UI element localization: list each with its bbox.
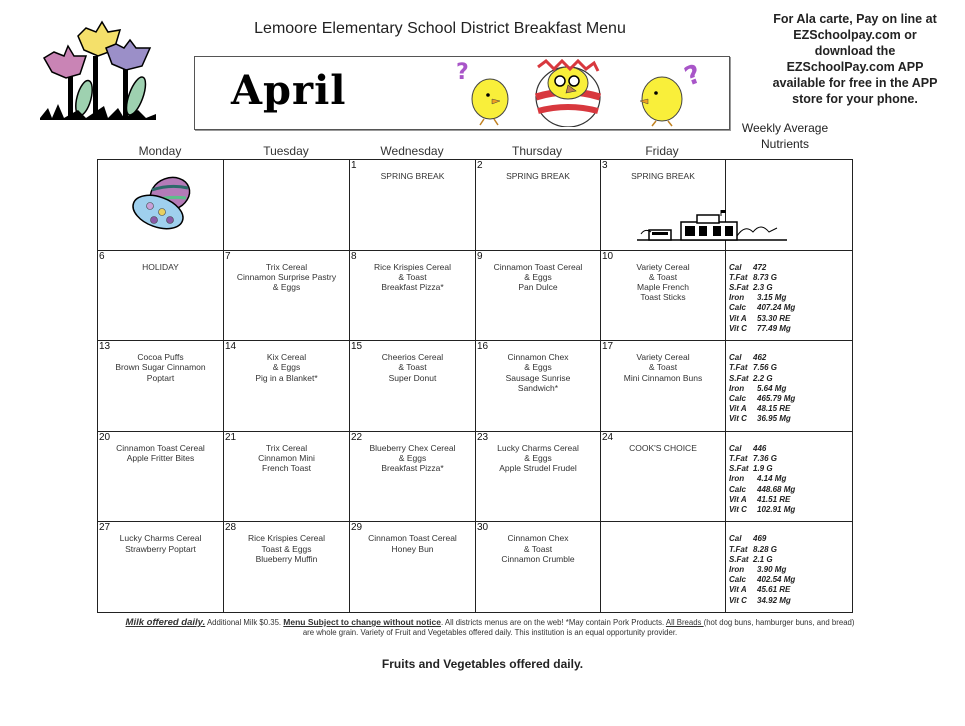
menu-items: [224, 160, 349, 171]
menu-item: & Eggs: [398, 453, 427, 464]
menu-item: Blueberry Chex Cereal: [369, 442, 456, 453]
nutrient-row: [729, 444, 852, 454]
menu-item: French Toast: [262, 463, 311, 474]
nutrient-row: [729, 404, 852, 414]
nutrient-value: 469: [753, 534, 767, 544]
menu-item: SPRING BREAK: [506, 171, 570, 181]
menu-item: Blueberry Muffin: [255, 553, 318, 564]
nutrient-row: [729, 273, 852, 283]
nutrient-value: 472: [753, 262, 767, 272]
day-header-wednesday: Wednesday: [380, 144, 444, 158]
menu-item: Rice Krispies Cereal: [248, 533, 325, 544]
nutrient-row: [729, 454, 852, 464]
month-banner: [194, 56, 730, 130]
nutrient-row: [729, 474, 852, 484]
menu-items: [350, 432, 475, 474]
nutrient-label: Cal: [729, 262, 742, 272]
menu-items: [224, 341, 349, 383]
footnote: [120, 617, 860, 638]
day-cell-tuesday: [224, 522, 350, 613]
menu-items: [350, 251, 475, 293]
weekly-nutrients-cell: [726, 431, 853, 522]
menu-item: Cinnamon Toast Cereal: [368, 533, 457, 544]
menu-item: Honey Bun: [391, 543, 434, 554]
nutrient-label: Vit C: [729, 414, 747, 424]
day-header-tuesday: Tuesday: [263, 144, 309, 158]
nutrient-value: 1.9 G: [753, 464, 773, 474]
nutrient-label: S.Fat: [729, 554, 749, 564]
nutrient-row: [729, 374, 852, 384]
nutrient-label: Vit A: [729, 313, 747, 323]
day-header-monday: Monday: [138, 144, 182, 158]
week-row: [98, 160, 853, 251]
menu-item: Toast & Eggs: [261, 543, 312, 554]
menu-item: & Eggs: [524, 453, 552, 464]
weekly-nutrients-cell: [726, 341, 853, 432]
nutrients-list: [726, 251, 852, 334]
nutrient-value: 8.73 G: [753, 272, 778, 282]
nutrient-row: [729, 495, 852, 505]
menu-item: Variety Cereal: [636, 261, 690, 272]
menu-item: Cinnamon Chex: [507, 533, 569, 544]
nutrient-row: [729, 303, 852, 313]
day-number: 9: [477, 250, 483, 262]
nutrient-label: Calc: [729, 484, 746, 494]
menu-item: Brown Sugar Cinnamon: [115, 362, 206, 373]
payment-line: For Ala carte, Pay on line at: [773, 12, 937, 26]
nutrient-row: [729, 464, 852, 474]
day-number: 30: [477, 522, 489, 534]
page-title: Lemoore Elementary School District Breakfast Menu: [254, 20, 626, 37]
nutrient-label: Vit C: [729, 595, 747, 605]
menu-item: Breakfast Pizza*: [381, 282, 444, 293]
day-number: 27: [99, 522, 111, 534]
day-number: 6: [99, 250, 105, 262]
menu-item: & Eggs: [524, 362, 552, 373]
nutrient-label: Calc: [729, 303, 746, 313]
nutrient-row: [729, 324, 852, 334]
subject-change-note: Menu Subject to change without notice: [283, 617, 441, 627]
menu-item: Breakfast Pizza*: [381, 463, 444, 474]
nutrient-label: Vit C: [729, 505, 747, 514]
week-row: [98, 431, 853, 522]
nutrient-label: T.Fat: [729, 453, 748, 463]
menu-item: Apple Fritter Bites: [126, 453, 195, 464]
nutrient-value: 448.68 Mg: [757, 484, 796, 494]
day-cell-monday: [98, 522, 224, 613]
nutrient-label: S.Fat: [729, 373, 749, 383]
day-number: 22: [351, 431, 363, 443]
nutrient-row: [729, 363, 852, 373]
weekly-nutrients-heading: [730, 120, 840, 152]
day-number: 10: [602, 250, 614, 262]
day-cell-wednesday: [350, 431, 476, 522]
day-cell-monday: [98, 250, 224, 341]
menu-items: [98, 341, 223, 383]
menu-items: [476, 341, 600, 393]
day-number: 17: [602, 341, 614, 353]
menu-item: Cinnamon Crumble: [501, 553, 575, 564]
menu-items: [476, 522, 600, 564]
week-row: [98, 250, 853, 341]
nutrient-row: [729, 485, 852, 495]
nutrient-value: 4.14 Mg: [757, 474, 787, 484]
nutrient-label: Vit C: [729, 323, 747, 333]
day-header-thursday: Thursday: [511, 144, 563, 158]
nutrient-value: 446: [753, 443, 767, 453]
nutrient-row: [729, 596, 852, 606]
day-cell-thursday: [476, 160, 601, 251]
day-number: 8: [351, 250, 357, 262]
menu-item: Cinnamon Toast Cereal: [493, 261, 583, 272]
nutrient-label: Vit A: [729, 404, 747, 414]
nutrient-label: Cal: [729, 534, 742, 544]
nutrient-row: [729, 534, 852, 544]
menu-item: SPRING BREAK: [631, 171, 695, 181]
nutrient-label: Iron: [729, 293, 745, 303]
payment-info: [745, 11, 965, 107]
menu-items: [601, 522, 725, 533]
day-number: 2: [477, 160, 483, 171]
nutrient-label: S.Fat: [729, 464, 749, 474]
menu-items: [476, 251, 600, 293]
nutrient-label: Cal: [729, 353, 742, 363]
menu-items: [601, 341, 725, 383]
menu-item: Cheerios Cereal: [381, 352, 444, 363]
nutrient-label: Calc: [729, 394, 746, 403]
payment-line: download the: [814, 44, 896, 58]
menu-item: Lucky Charms Cereal: [497, 442, 579, 453]
day-number: 16: [477, 341, 489, 353]
menu-items: [476, 432, 600, 474]
nutrient-value: 7.36 G: [753, 453, 778, 463]
day-cell-friday: [601, 160, 726, 251]
day-cell-friday: [601, 431, 726, 522]
day-cell-friday: [601, 250, 726, 341]
day-number: 29: [351, 522, 363, 534]
menu-item: SPRING BREAK: [380, 171, 445, 181]
nutrient-value: 48.15 RE: [757, 404, 791, 414]
menu-item: & Toast: [648, 362, 678, 373]
nutrient-value: 465.79 Mg: [757, 394, 796, 403]
day-cell-tuesday: [224, 250, 350, 341]
weekly-heading-line: Nutrients: [760, 137, 810, 151]
day-cell-monday: [98, 341, 224, 432]
menu-item: Lucky Charms Cereal: [119, 533, 202, 544]
menu-items: [98, 251, 223, 272]
day-number: 7: [225, 250, 231, 262]
menu-item: & Eggs: [272, 362, 301, 373]
menu-item: Cocoa Puffs: [137, 352, 184, 363]
easter-eggs-icon: [128, 172, 198, 234]
day-cell-wednesday: [350, 522, 476, 613]
nutrient-row: [729, 585, 852, 595]
menu-items: [601, 432, 725, 453]
menu-item: Pig in a Blanket*: [255, 372, 318, 383]
nutrient-row: [729, 314, 852, 324]
nutrients-list: [726, 432, 852, 515]
menu-item: & Toast: [648, 271, 678, 282]
menu-item: & Toast: [398, 271, 427, 282]
menu-item: Rice Krispies Cereal: [374, 261, 451, 272]
menu-item: Cinnamon Toast Cereal: [116, 442, 205, 453]
nutrient-value: 41.51 RE: [757, 494, 791, 504]
menu-item: Cinnamon Surprise Pastry: [236, 271, 337, 282]
additional-milk-note: Additional Milk $0.35.: [205, 618, 284, 627]
nutrient-row: [729, 353, 852, 363]
day-cell-friday: [601, 341, 726, 432]
nutrient-row: [729, 283, 852, 293]
nutrient-value: 2.3 G: [753, 283, 773, 292]
menu-items: [224, 432, 349, 474]
menu-items: [601, 160, 725, 181]
month-label: April: [231, 67, 347, 114]
menu-item: Kix Cereal: [266, 352, 307, 363]
day-number: 24: [602, 431, 614, 443]
week-row: [98, 522, 853, 613]
nutrient-value: 34.92 Mg: [757, 595, 791, 605]
nutrient-label: Calc: [729, 575, 746, 585]
nutrient-label: T.Fat: [729, 363, 748, 373]
nutrient-row: [729, 394, 852, 404]
nutrients-list: [726, 522, 852, 605]
menu-items: [350, 341, 475, 383]
nutrient-row: [729, 505, 852, 515]
svg-text:?: ?: [456, 60, 469, 85]
fruits-vegetables-note: Fruits and Vegetables offered daily.: [381, 657, 584, 671]
nutrient-row: [729, 293, 852, 303]
nutrient-row: [729, 555, 852, 565]
menu-item: Strawberry Poptart: [125, 543, 196, 554]
day-number: 20: [99, 431, 111, 443]
nutrient-value: 462: [753, 353, 767, 363]
menu-item: Poptart: [146, 372, 175, 383]
payment-line: EZSchoolpay.com or: [793, 28, 917, 42]
menu-items: [98, 160, 223, 171]
menu-item: Trix Cereal: [265, 442, 308, 453]
menu-item: & Toast: [398, 362, 427, 373]
nutrient-value: 5.64 Mg: [757, 383, 787, 393]
menu-calendar: [97, 159, 853, 613]
payment-line: available for free in the APP: [772, 76, 938, 90]
day-number: 15: [351, 341, 363, 353]
weekly-nutrients-cell: [726, 160, 853, 251]
menu-item: Trix Cereal: [265, 261, 308, 272]
menu-items: [601, 251, 725, 303]
menu-items: [98, 522, 223, 554]
nutrient-value: 407.24 Mg: [757, 303, 796, 313]
nutrient-label: Iron: [729, 383, 745, 393]
nutrient-value: 36.95 Mg: [757, 414, 791, 424]
menu-item: Super Donut: [388, 372, 437, 383]
day-cell-tuesday: [224, 431, 350, 522]
menu-item: & Eggs: [272, 282, 301, 293]
nutrient-value: 53.30 RE: [757, 313, 791, 323]
menu-item: Maple French: [637, 282, 689, 293]
nutrient-value: 2.2 G: [753, 373, 773, 383]
menu-item: Apple Strudel Frudel: [499, 463, 577, 474]
nutrients-list: [726, 341, 852, 424]
day-cell-monday: [98, 431, 224, 522]
day-number: 14: [225, 341, 237, 353]
nutrient-row: [729, 414, 852, 424]
nutrient-row: [729, 263, 852, 273]
day-cell-thursday: [476, 431, 601, 522]
nutrient-row: [729, 575, 852, 585]
nutrient-label: Vit A: [729, 585, 747, 595]
nutrient-label: Vit A: [729, 494, 747, 504]
milk-note: Milk offered daily.: [125, 617, 206, 628]
menu-items: [98, 432, 223, 464]
nutrient-value: 3.15 Mg: [757, 293, 787, 303]
easter-chicks-icon: [450, 59, 720, 127]
menu-item: Variety Cereal: [636, 352, 690, 363]
day-cell-wednesday: [350, 250, 476, 341]
week-row: [98, 341, 853, 432]
day-number: 28: [225, 522, 237, 534]
all-breads-note: All Breads: [665, 618, 704, 627]
menu-item: Cinnamon Mini: [258, 453, 315, 464]
weekly-heading-line: Weekly Average: [741, 121, 829, 135]
nutrient-label: T.Fat: [729, 544, 748, 554]
nutrient-value: 102.91 Mg: [757, 505, 796, 514]
day-cell-monday: [98, 160, 224, 251]
breads-note: (hot dog buns, hamburger buns, and bread) are whole grain. Variety of Fruit and Vegetables offered daily. This institution is an equal opportunity provider.: [302, 618, 855, 637]
day-number: 3: [602, 160, 608, 171]
nutrient-label: T.Fat: [729, 272, 748, 282]
menu-item: Toast Sticks: [640, 292, 686, 303]
nutrient-value: 402.54 Mg: [757, 575, 796, 585]
menu-item: Mini Cinnamon Buns: [623, 372, 703, 383]
nutrient-label: Cal: [729, 443, 742, 453]
svg-text:?: ?: [680, 59, 706, 93]
day-cell-thursday: [476, 522, 601, 613]
menu-item: Pan Dulce: [518, 282, 558, 293]
nutrient-value: 2.1 G: [753, 554, 773, 564]
day-cell-wednesday: [350, 160, 476, 251]
menu-items: [350, 522, 475, 554]
menu-items: [350, 160, 475, 181]
nutrient-row: [729, 545, 852, 555]
nutrient-value: 3.90 Mg: [757, 564, 787, 574]
nutrient-label: Iron: [729, 474, 745, 484]
day-cell-thursday: [476, 341, 601, 432]
nutrient-row: [729, 565, 852, 575]
nutrient-value: 77.49 Mg: [757, 323, 791, 333]
weekly-nutrients-cell: [726, 250, 853, 341]
day-header-friday: Friday: [645, 144, 679, 158]
menu-items: [224, 522, 349, 564]
day-cell-tuesday: [224, 160, 350, 251]
day-number: 13: [99, 341, 111, 353]
nutrient-row: [729, 384, 852, 394]
menu-item: Cinnamon Chex: [507, 352, 569, 363]
payment-line: store for your phone.: [792, 92, 918, 106]
day-cell-thursday: [476, 250, 601, 341]
day-number: 21: [225, 431, 237, 443]
day-number: 1: [351, 160, 357, 171]
nutrient-label: S.Fat: [729, 283, 749, 292]
menu-item: HOLIDAY: [142, 261, 179, 272]
day-cell-tuesday: [224, 341, 350, 432]
menu-item: & Toast: [523, 543, 553, 554]
day-cell-friday: [601, 522, 726, 613]
nutrient-value: 45.61 RE: [757, 585, 791, 595]
menu-items: [224, 251, 349, 293]
nutrient-value: 7.56 G: [753, 363, 778, 373]
menu-item: Sausage Sunrise: [505, 372, 571, 383]
tulip-flowers-icon: [38, 18, 158, 128]
menu-item: COOK'S CHOICE: [629, 442, 697, 453]
day-number: 23: [477, 431, 489, 443]
weekly-nutrients-cell: [726, 522, 853, 613]
nutrient-label: Iron: [729, 564, 745, 574]
menu-item: & Eggs: [524, 271, 552, 282]
menu-item: Sandwich*: [517, 383, 559, 394]
web-note: . All districts menus are on the web! *May contain Pork Products.: [441, 618, 666, 627]
menu-items: [476, 160, 600, 181]
nutrient-value: 8.28 G: [753, 544, 778, 554]
day-cell-wednesday: [350, 341, 476, 432]
payment-line: EZSchoolPay.com APP: [786, 60, 924, 74]
